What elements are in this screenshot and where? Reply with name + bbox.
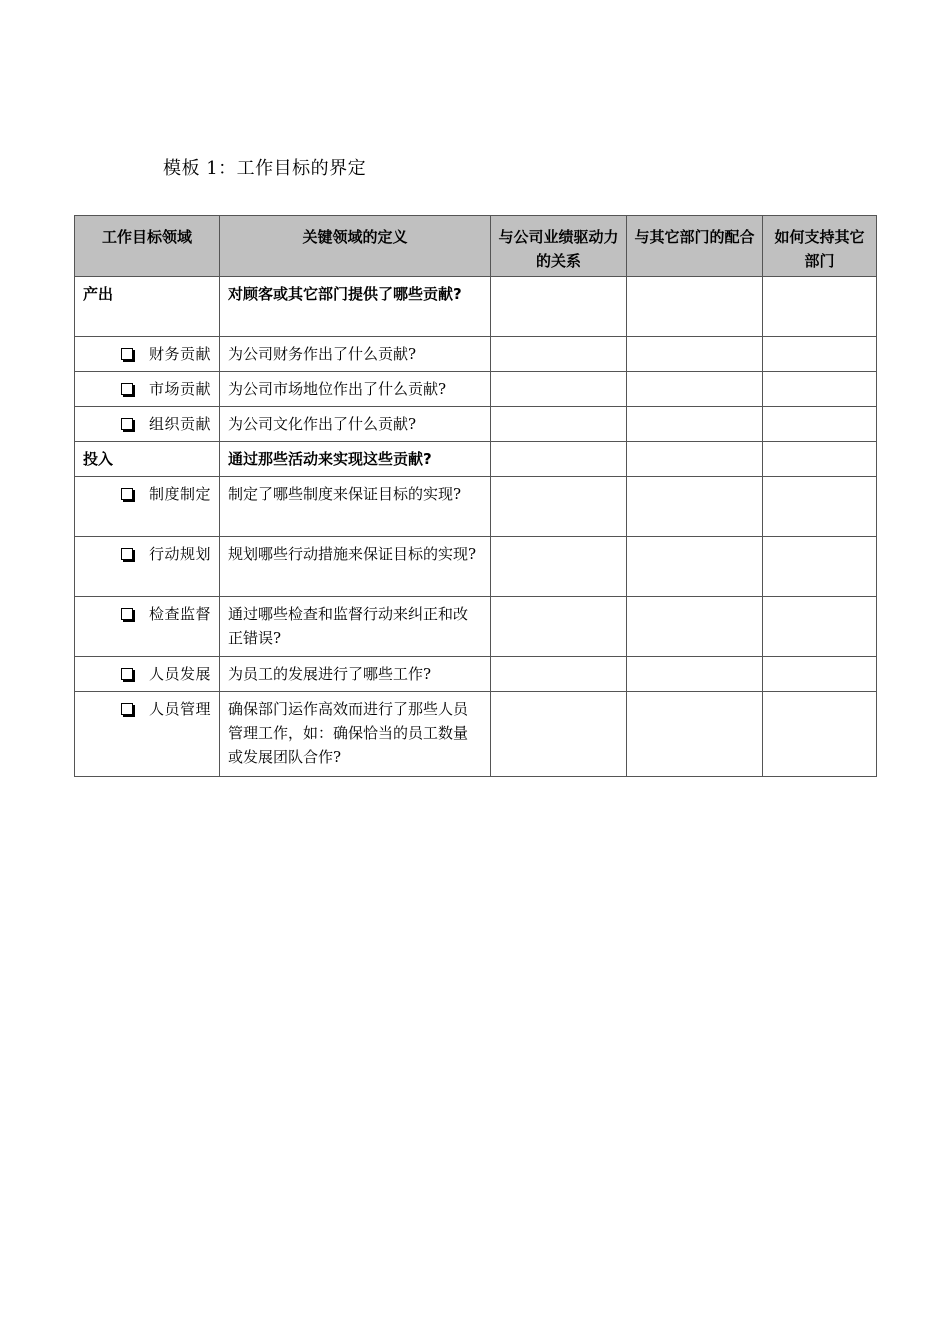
blank-cell[interactable] <box>763 692 877 777</box>
table-row <box>75 692 877 777</box>
checkbox-icon <box>121 703 133 715</box>
blank-cell[interactable] <box>491 692 627 777</box>
table-row <box>75 477 877 537</box>
blank-cell[interactable] <box>627 442 763 477</box>
definition-cell: 为员工的发展进行了哪些工作? <box>220 657 491 692</box>
goals-table <box>74 215 877 777</box>
definition-cell: 对顾客或其它部门提供了哪些贡献? <box>220 277 491 337</box>
checkbox-icon <box>121 418 133 430</box>
area-label: 制度制定 <box>148 485 211 503</box>
definition-cell: 规划哪些行动措施来保证目标的实现? <box>220 537 491 597</box>
area-cell <box>75 407 220 442</box>
table-row <box>75 372 877 407</box>
table-row <box>75 442 877 477</box>
blank-cell[interactable] <box>763 372 877 407</box>
table-row <box>75 407 877 442</box>
header-performance-relation: 与公司业绩驱动力的关系 <box>491 216 627 277</box>
blank-cell[interactable] <box>627 337 763 372</box>
area-cell <box>75 337 220 372</box>
area-label: 行动规划 <box>148 545 211 563</box>
table-row <box>75 657 877 692</box>
checkbox-icon <box>121 668 133 680</box>
area-cell <box>75 692 220 777</box>
area-cell <box>75 372 220 407</box>
blank-cell[interactable] <box>627 597 763 657</box>
blank-cell[interactable] <box>491 337 627 372</box>
blank-cell[interactable] <box>491 407 627 442</box>
blank-cell[interactable] <box>627 477 763 537</box>
blank-cell[interactable] <box>627 692 763 777</box>
checkbox-icon <box>121 383 133 395</box>
area-cell <box>75 597 220 657</box>
blank-cell[interactable] <box>627 657 763 692</box>
area-label: 财务贡献 <box>148 345 211 363</box>
area-label: 市场贡献 <box>148 380 211 398</box>
definition-cell: 制定了哪些制度来保证目标的实现? <box>220 477 491 537</box>
blank-cell[interactable] <box>763 477 877 537</box>
blank-cell[interactable] <box>627 537 763 597</box>
definition-cell: 为公司财务作出了什么贡献? <box>220 337 491 372</box>
area-cell <box>75 477 220 537</box>
area-cell <box>75 537 220 597</box>
area-cell <box>75 657 220 692</box>
area-label: 组织贡献 <box>148 415 211 433</box>
blank-cell[interactable] <box>763 657 877 692</box>
checkbox-icon <box>121 488 133 500</box>
page-title: 模板 1：工作目标的界定 <box>163 158 367 179</box>
blank-cell[interactable] <box>491 372 627 407</box>
checkbox-icon <box>121 608 133 620</box>
table-header-row <box>75 216 877 277</box>
header-support: 如何支持其它部门 <box>763 216 877 277</box>
blank-cell[interactable] <box>627 277 763 337</box>
checkbox-icon <box>121 548 133 560</box>
blank-cell[interactable] <box>763 442 877 477</box>
blank-cell[interactable] <box>491 442 627 477</box>
table-row <box>75 537 877 597</box>
definition-cell: 通过哪些检查和监督行动来纠正和改正错误? <box>220 597 491 657</box>
header-cooperation: 与其它部门的配合 <box>627 216 763 277</box>
blank-cell[interactable] <box>627 372 763 407</box>
blank-cell[interactable] <box>491 537 627 597</box>
table-row <box>75 277 877 337</box>
area-label: 人员管理 <box>148 700 211 718</box>
header-area: 工作目标领域 <box>75 216 220 277</box>
blank-cell[interactable] <box>491 597 627 657</box>
table-row <box>75 597 877 657</box>
area-label: 人员发展 <box>148 665 211 683</box>
table-row <box>75 337 877 372</box>
definition-cell: 为公司文化作出了什么贡献? <box>220 407 491 442</box>
blank-cell[interactable] <box>763 407 877 442</box>
area-label: 检查监督 <box>148 605 211 623</box>
blank-cell[interactable] <box>491 277 627 337</box>
blank-cell[interactable] <box>763 277 877 337</box>
blank-cell[interactable] <box>763 537 877 597</box>
header-definition: 关键领域的定义 <box>220 216 491 277</box>
area-cell: 产出 <box>75 277 220 337</box>
definition-cell: 确保部门运作高效而进行了那些人员管理工作，如：确保恰当的员工数量或发展团队合作? <box>220 692 491 777</box>
checkbox-icon <box>121 348 133 360</box>
blank-cell[interactable] <box>763 597 877 657</box>
blank-cell[interactable] <box>491 657 627 692</box>
definition-cell: 通过那些活动来实现这些贡献? <box>220 442 491 477</box>
blank-cell[interactable] <box>491 477 627 537</box>
definition-cell: 为公司市场地位作出了什么贡献? <box>220 372 491 407</box>
area-cell: 投入 <box>75 442 220 477</box>
blank-cell[interactable] <box>763 337 877 372</box>
blank-cell[interactable] <box>627 407 763 442</box>
